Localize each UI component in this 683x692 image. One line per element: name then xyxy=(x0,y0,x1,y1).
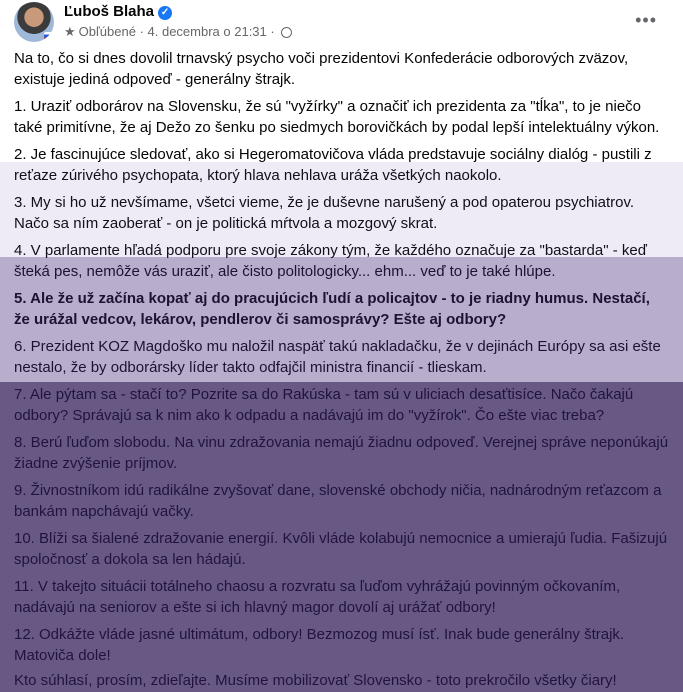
tint-overlay-light xyxy=(0,162,683,257)
slovak-flag-badge-icon xyxy=(44,32,54,40)
post-meta xyxy=(64,24,292,40)
paragraph-3: 3. My si ho už nevšímame, všetci vieme, že je duševne narušený a pod opaterou psychiatrov. Načo sa ním zaoberať - on je politická mŕtvola a mozgový skrat. xyxy=(14,194,635,232)
post-audience: Obľúbené xyxy=(78,24,136,39)
separator-dot: · xyxy=(270,24,279,39)
paragraph-1: 1. Uraziť odborárov na Slovensku, že sú "vyžírky" a označiť ich prezidenta za "tĺka", to je niečo také primitívne, že aj Dežo zo šenku po siedmych borovičkách by podal lepší intelektuálny výkon. xyxy=(14,98,660,136)
verified-badge-icon: ✓ xyxy=(158,6,172,20)
author-avatar[interactable] xyxy=(14,2,54,42)
paragraph-5: 5. Ale že už začína kopať aj do pracujúcich ľudí a policajtov - to je riadny humus. Nestačí, že urážal vedcov, lekárov, pendlerov či samosprávy? Ešte aj odbory? xyxy=(14,290,650,328)
paragraph-intro: Na to, čo si dnes dovolil trnavský psycho voči prezidentovi Konfederácie odborových zväzov, existuje jediná odpoveď - generálny štrajk. xyxy=(14,50,629,88)
author-name-row xyxy=(64,3,172,20)
paragraph-4: 4. V parlamente hľadá podporu pre svoje zákony tým, že každého označuje za "bastarda" - keď šteká pes, nemôže vás uraziť, ale čisto politologicky... ehm... veď to je také hlúpe. xyxy=(14,242,647,280)
author-name[interactable]: Ľuboš Blaha xyxy=(64,3,155,20)
favorites-star-icon: ★ xyxy=(64,24,76,39)
tint-overlay-dark xyxy=(0,382,683,692)
paragraph-6: 6. Prezident KOZ Magdoško mu naložil naspäť takú nakladačku, že v dejinách Európy sa asi ešte nestalo, že by odborársky líder takto odfajčil ministra financií - tlieskam. xyxy=(14,338,661,376)
more-options-icon[interactable]: ••• xyxy=(635,10,657,30)
paragraph-2: 2. Je fascinujúce sledovať, ako si Hegeromatovičova vláda predstavuje sociálny dialóg - pustili z reťaze zúrivého psychopata, ktorý hlava nehlava uráža všetkých naokolo. xyxy=(14,146,652,184)
globe-icon xyxy=(281,27,292,38)
meta-separator: · xyxy=(139,24,148,39)
tint-overlay-medium xyxy=(0,257,683,382)
post-date[interactable]: 4. decembra o 21:31 xyxy=(147,24,267,39)
post-header xyxy=(14,2,669,42)
